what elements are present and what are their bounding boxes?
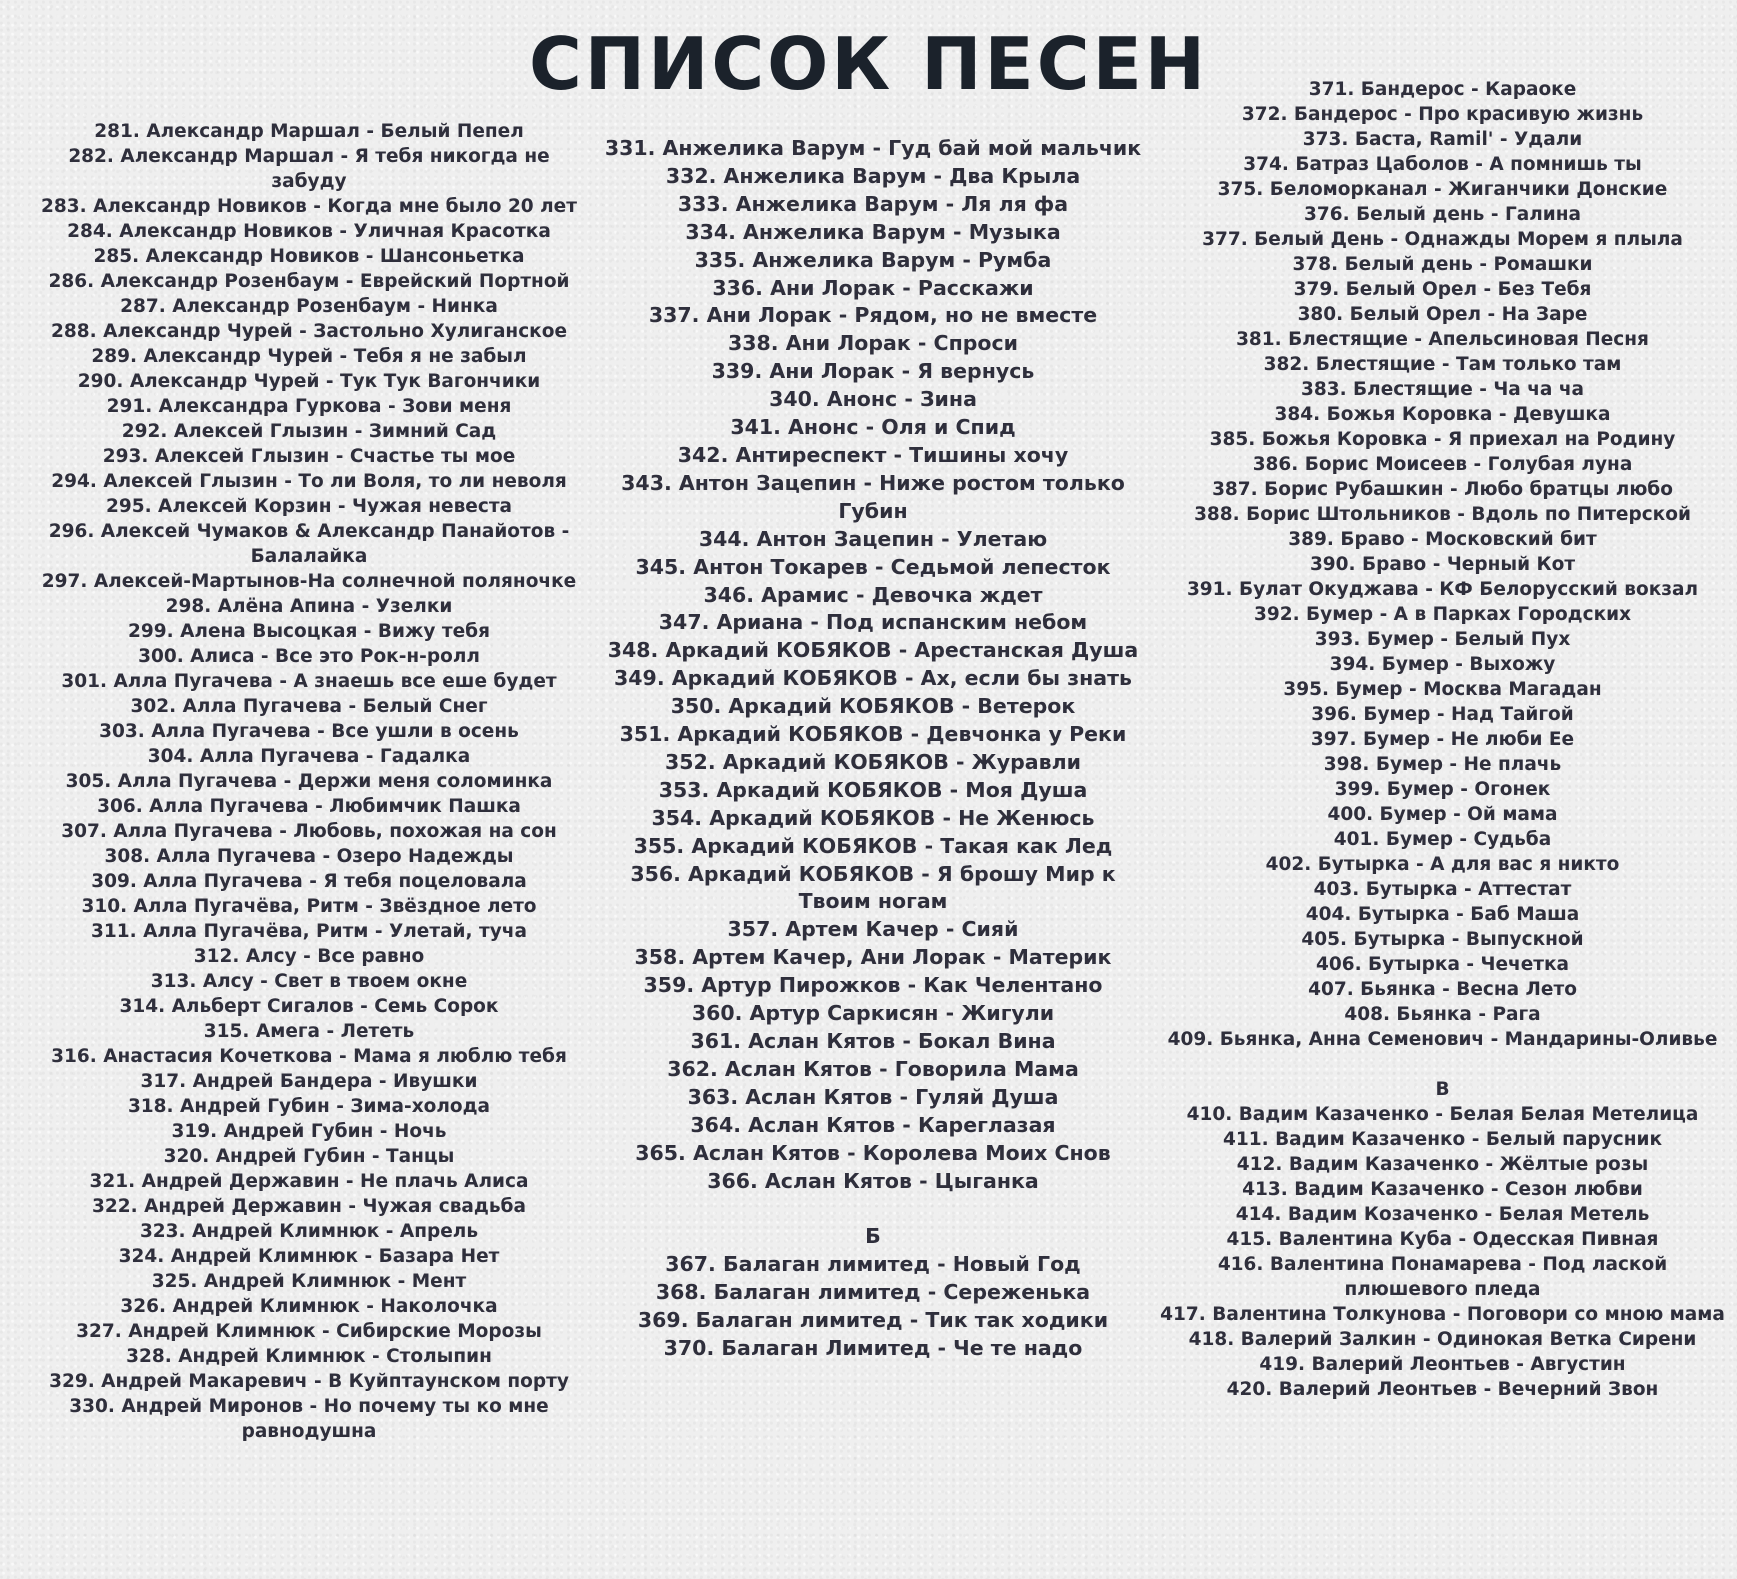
song-item: 344. Антон Зацепин - Улетаю xyxy=(698,526,1048,551)
song-item: 282. Александр Маршал - Я тебя никогда не забуду xyxy=(68,146,550,192)
song-item: 420. Валерий Леонтьев - Вечерний Звон xyxy=(1226,1379,1659,1400)
song-item: 363. Аслан Кятов - Гуляй Душа xyxy=(687,1084,1059,1109)
song-item: 373. Баста, Ramil' - Удали xyxy=(1302,129,1583,150)
song-item: 381. Блестящие - Апельсиновая Песня xyxy=(1236,329,1649,350)
song-item: 323. Андрей Климнюк - Апрель xyxy=(139,1221,479,1242)
song-item: 286. Александр Розенбаум - Еврейский Портной xyxy=(48,271,570,292)
song-item: 321. Андрей Державин - Не плачь Алиса xyxy=(89,1171,529,1192)
song-item: 337. Ани Лорак - Рядом, но не вместе xyxy=(648,303,1098,328)
song-item: 396. Бумер - Над Тайгой xyxy=(1311,704,1574,725)
song-item: 291. Александра Гуркова - Зови меня xyxy=(106,396,512,417)
song-item: 386. Борис Моисеев - Голубая луна xyxy=(1252,454,1633,475)
song-item: 349. Аркадий КОБЯКОВ - Ах, если бы знать xyxy=(614,666,1132,691)
song-item: 395. Бумер - Москва Магадан xyxy=(1283,679,1602,700)
song-item: 375. Беломорканал - Жиганчики Донские xyxy=(1217,179,1668,200)
song-item: 339. Ани Лорак - Я вернусь xyxy=(711,359,1035,384)
song-item: 367. Балаган лимитед - Новый Год xyxy=(665,1252,1081,1277)
song-item: 294. Алексей Глызин - То ли Воля, то ли неволя xyxy=(51,471,567,492)
song-item: 362. Аслан Кятов - Говорила Мама xyxy=(667,1056,1079,1081)
song-item: 358. Артем Качер, Ани Лорак - Материк xyxy=(634,945,1112,970)
song-item: 330. Андрей Миронов - Но почему ты ко мне равнодушна xyxy=(69,1396,549,1442)
song-item: 397. Бумер - Не люби Ее xyxy=(1310,729,1575,750)
song-item: 293. Алексей Глызин - Счастье ты мое xyxy=(102,446,516,467)
song-item: 289. Александр Чурей - Тебя я не забыл xyxy=(91,346,527,367)
song-item: 406. Бутырка - Чечетка xyxy=(1315,954,1570,975)
song-item: 354. Аркадий КОБЯКОВ - Не Женюсь xyxy=(651,805,1095,830)
song-item: 334. Анжелика Варум - Музыка xyxy=(685,219,1061,244)
song-item: 325. Андрей Климнюк - Мент xyxy=(151,1271,467,1292)
song-item: 388. Борис Штольников - Вдоль по Питерской xyxy=(1194,504,1691,525)
song-item: 345. Антон Токарев - Седьмой лепесток xyxy=(635,554,1111,579)
song-item: 364. Аслан Кятов - Кареглазая xyxy=(690,1112,1056,1137)
song-item: 283. Александр Новиков - Когда мне было 20 лет xyxy=(41,196,577,217)
song-item: 402. Бутырка - А для вас я никто xyxy=(1265,854,1620,875)
song-item: 383. Блестящие - Ча ча ча xyxy=(1300,379,1585,400)
song-item: 359. Артур Пирожков - Как Челентано xyxy=(643,973,1103,998)
song-item: 378. Белый день - Ромашки xyxy=(1292,254,1593,275)
song-item: 384. Божья Коровка - Девушка xyxy=(1274,404,1611,425)
song-item: 303. Алла Пугачева - Все ушли в осень xyxy=(99,721,519,742)
song-item: 290. Александр Чурей - Тук Тук Вагончики xyxy=(77,371,541,392)
song-item: 398. Бумер - Не плачь xyxy=(1323,754,1562,775)
song-item: 393. Бумер - Белый Пух xyxy=(1314,629,1571,650)
song-item: 313. Алсу - Свет в твоем окне xyxy=(150,971,468,992)
song-item: 319. Андрей Губин - Ночь xyxy=(171,1121,447,1142)
section-spacer xyxy=(1160,1052,1725,1077)
song-item: 366. Аслан Кятов - Цыганка xyxy=(707,1168,1039,1193)
song-item: 333. Анжелика Варум - Ля ля фа xyxy=(677,191,1069,216)
song-item: 309. Алла Пугачева - Я тебя поцеловала xyxy=(91,871,527,892)
song-item: 338. Ани Лорак - Спроси xyxy=(727,331,1019,356)
song-item: 399. Бумер - Огонек xyxy=(1334,779,1551,800)
song-item: 368. Балаган лимитед - Сереженька xyxy=(655,1280,1091,1305)
song-item: 361. Аслан Кятов - Бокал Вина xyxy=(690,1029,1056,1053)
song-item: 365. Аслан Кятов - Королева Моих Снов xyxy=(635,1140,1111,1165)
song-item: 285. Александр Новиков - Шансоньетка xyxy=(93,246,525,267)
song-item: 332. Анжелика Варум - Два Крыла xyxy=(665,163,1081,188)
song-item: 329. Андрей Макаревич - В Куйптаунском порту xyxy=(49,1371,569,1392)
song-item: 316. Анастасия Кочеткова - Мама я люблю тебя xyxy=(51,1046,567,1067)
song-item: 292. Алексей Глызин - Зимний Сад xyxy=(121,421,497,442)
song-item: 407. Бьянка - Весна Лето xyxy=(1308,979,1577,1000)
song-item: 416. Валентина Понамарева - Под лаской плюшевого пледа xyxy=(1217,1254,1668,1300)
song-item: 299. Алена Высоцкая - Вижу тебя xyxy=(128,621,490,642)
song-item: 414. Вадим Козаченко - Белая Метель xyxy=(1235,1204,1650,1225)
song-item: 284. Александр Новиков - Уличная Красотка xyxy=(67,221,551,242)
song-item: 372. Бандерос - Про красивую жизнь xyxy=(1241,104,1644,125)
section-letter: В xyxy=(1435,1079,1450,1100)
song-item: 308. Алла Пугачева - Озеро Надежды xyxy=(104,846,514,867)
song-item: 357. Артем Качер - Сияй xyxy=(727,917,1019,942)
song-item: 355. Аркадий КОБЯКОВ - Такая как Лед xyxy=(633,833,1113,858)
song-item: 328. Андрей Климнюк - Столыпин xyxy=(126,1346,492,1367)
song-item: 394. Бумер - Выхожу xyxy=(1329,654,1556,675)
song-column-1 xyxy=(28,119,590,1444)
song-item: 295. Алексей Корзин - Чужая невеста xyxy=(105,496,513,517)
song-item: 410. Вадим Казаченко - Белая Белая Метелица xyxy=(1186,1104,1699,1125)
song-item: 322. Андрей Державин - Чужая свадьба xyxy=(92,1196,526,1217)
song-item: 376. Белый день - Галина xyxy=(1304,204,1581,225)
song-item: 389. Браво - Московский бит xyxy=(1288,529,1597,550)
song-item: 352. Аркадий КОБЯКОВ - Журавли xyxy=(665,749,1081,774)
song-item: 400. Бумер - Ой мама xyxy=(1327,804,1558,825)
song-item: 300. Алиса - Все это Рок-н-ролл xyxy=(138,646,480,667)
song-item: 356. Аркадий КОБЯКОВ - Я брошу Мир к Твоим ногам xyxy=(630,861,1116,914)
song-item: 301. Алла Пугачева - А знаешь все еше будет xyxy=(61,671,557,692)
song-item: 391. Булат Окуджава - КФ Белорусский вокзал xyxy=(1186,579,1699,600)
page-title: СПИСОК ПЕСЕН xyxy=(528,22,1209,106)
song-item: 419. Валерий Леонтьев - Августин xyxy=(1259,1354,1626,1375)
song-item: 302. Алла Пугачева - Белый Снег xyxy=(130,696,488,717)
song-item: 327. Андрей Климнюк - Сибирские Морозы xyxy=(76,1321,542,1342)
song-item: 405. Бутырка - Выпускной xyxy=(1301,929,1584,950)
song-item: 320. Андрей Губин - Танцы xyxy=(163,1146,455,1167)
song-item: 326. Андрей Климнюк - Наколочка xyxy=(120,1296,498,1317)
song-item: 387. Борис Рубашкин - Любо братцы любо xyxy=(1212,479,1673,500)
song-item: 415. Валентина Куба - Одесская Пивная xyxy=(1226,1229,1659,1250)
song-item: 336. Ани Лорак - Расскажи xyxy=(712,275,1034,300)
song-item: 318. Андрей Губин - Зима-холода xyxy=(127,1096,491,1117)
song-item: 418. Валерий Залкин - Одинокая Ветка Сирени xyxy=(1188,1329,1697,1350)
song-item: 307. Алла Пугачева - Любовь, похожая на сон xyxy=(61,821,557,842)
song-item: 351. Аркадий КОБЯКОВ - Девчонка у Реки xyxy=(619,722,1127,747)
song-item: 315. Амега - Лететь xyxy=(203,1021,415,1042)
song-item: 314. Альберт Сигалов - Семь Сорок xyxy=(119,996,499,1017)
song-item: 340. Анонс - Зина xyxy=(769,387,977,412)
song-item: 408. Бьянка - Рага xyxy=(1344,1004,1541,1025)
song-item: 288. Александр Чурей - Застольно Хулиганское xyxy=(51,321,567,342)
song-item: 409. Бьянка, Анна Семенович - Мандарины-Оливье xyxy=(1167,1029,1718,1050)
song-item: 287. Александр Розенбаум - Нинка xyxy=(120,296,498,317)
song-item: 335. Анжелика Варум - Румба xyxy=(694,247,1052,272)
song-item: 297. Алексей-Мартынов-На солнечной поляночке xyxy=(41,571,577,592)
song-item: 317. Андрей Бандера - Ивушки xyxy=(140,1071,478,1092)
song-item: 310. Алла Пугачёва, Ритм - Звёздное лето xyxy=(81,896,537,917)
song-item: 370. Балаган Лимитед - Че те надо xyxy=(663,1335,1083,1360)
song-item: 401. Бумер - Судьба xyxy=(1333,829,1552,850)
song-item: 350. Аркадий КОБЯКОВ - Ветерок xyxy=(670,694,1076,719)
song-item: 377. Белый День - Однажды Морем я плыла xyxy=(1202,229,1683,250)
song-item: 403. Бутырка - Аттестат xyxy=(1313,879,1572,900)
song-item: 298. Алёна Апина - Узелки xyxy=(165,596,453,617)
song-item: 360. Артур Саркисян - Жигули xyxy=(691,1001,1055,1026)
song-item: 281. Александр Маршал - Белый Пепел xyxy=(94,121,524,142)
song-item: 417. Валентина Толкунова - Поговори со мною мама xyxy=(1160,1304,1725,1325)
song-item: 374. Батраз Цаболов - А помнишь ты xyxy=(1243,154,1642,175)
song-item: 411. Вадим Казаченко - Белый парусник xyxy=(1223,1129,1662,1150)
song-item: 380. Белый Орел - На Заре xyxy=(1297,304,1588,325)
song-item: 379. Белый Орел - Без Тебя xyxy=(1293,279,1592,300)
song-item: 412. Вадим Казаченко - Жёлтые розы xyxy=(1236,1154,1649,1175)
song-item: 348. Аркадий КОБЯКОВ - Арестанская Душа xyxy=(607,638,1139,663)
song-item: 305. Алла Пугачева - Держи меня соломинка xyxy=(65,771,553,792)
song-item: 311. Алла Пугачёва, Ритм - Улетай, туча xyxy=(91,921,527,942)
song-column-2 xyxy=(595,135,1151,1363)
song-item: 413. Вадим Казаченко - Сезон любви xyxy=(1242,1179,1643,1200)
song-item: 331. Анжелика Варум - Гуд бай мой мальчик xyxy=(604,136,1142,160)
section-spacer xyxy=(595,1195,1151,1223)
song-item: 385. Божья Коровка - Я приехал на Родину xyxy=(1209,429,1676,450)
song-item: 324. Андрей Климнюк - Базара Нет xyxy=(118,1246,500,1267)
section-letter: Б xyxy=(865,1224,881,1249)
song-item: 346. Арамис - Девочка ждет xyxy=(703,582,1043,607)
song-column-3 xyxy=(1160,77,1725,1402)
song-item: 404. Бутырка - Баб Маша xyxy=(1305,904,1580,925)
song-item: 390. Браво - Черный Кот xyxy=(1309,554,1576,575)
song-item: 347. Ариана - Под испанским небом xyxy=(658,610,1088,635)
song-item: 353. Аркадий КОБЯКОВ - Моя Душа xyxy=(658,777,1088,802)
song-item: 304. Алла Пугачева - Гадалка xyxy=(147,746,471,767)
song-item: 382. Блестящие - Там только там xyxy=(1263,354,1622,375)
song-item: 296. Алексей Чумаков & Александр Панайотов - Балалайка xyxy=(48,521,570,567)
song-item: 343. Антон Зацепин - Ниже ростом только Губин xyxy=(621,470,1125,523)
song-item: 342. Антиреспект - Тишины хочу xyxy=(677,442,1069,467)
song-item: 392. Бумер - А в Парках Городских xyxy=(1253,604,1632,625)
song-item: 341. Анонс - Оля и Спид xyxy=(730,415,1016,440)
song-item: 312. Алсу - Все равно xyxy=(193,946,425,967)
song-item: 306. Алла Пугачева - Любимчик Пашка xyxy=(97,796,521,817)
song-item: 371. Бандерос - Караоке xyxy=(1308,79,1577,100)
song-item: 369. Балаган лимитед - Тик так ходики xyxy=(637,1308,1109,1333)
